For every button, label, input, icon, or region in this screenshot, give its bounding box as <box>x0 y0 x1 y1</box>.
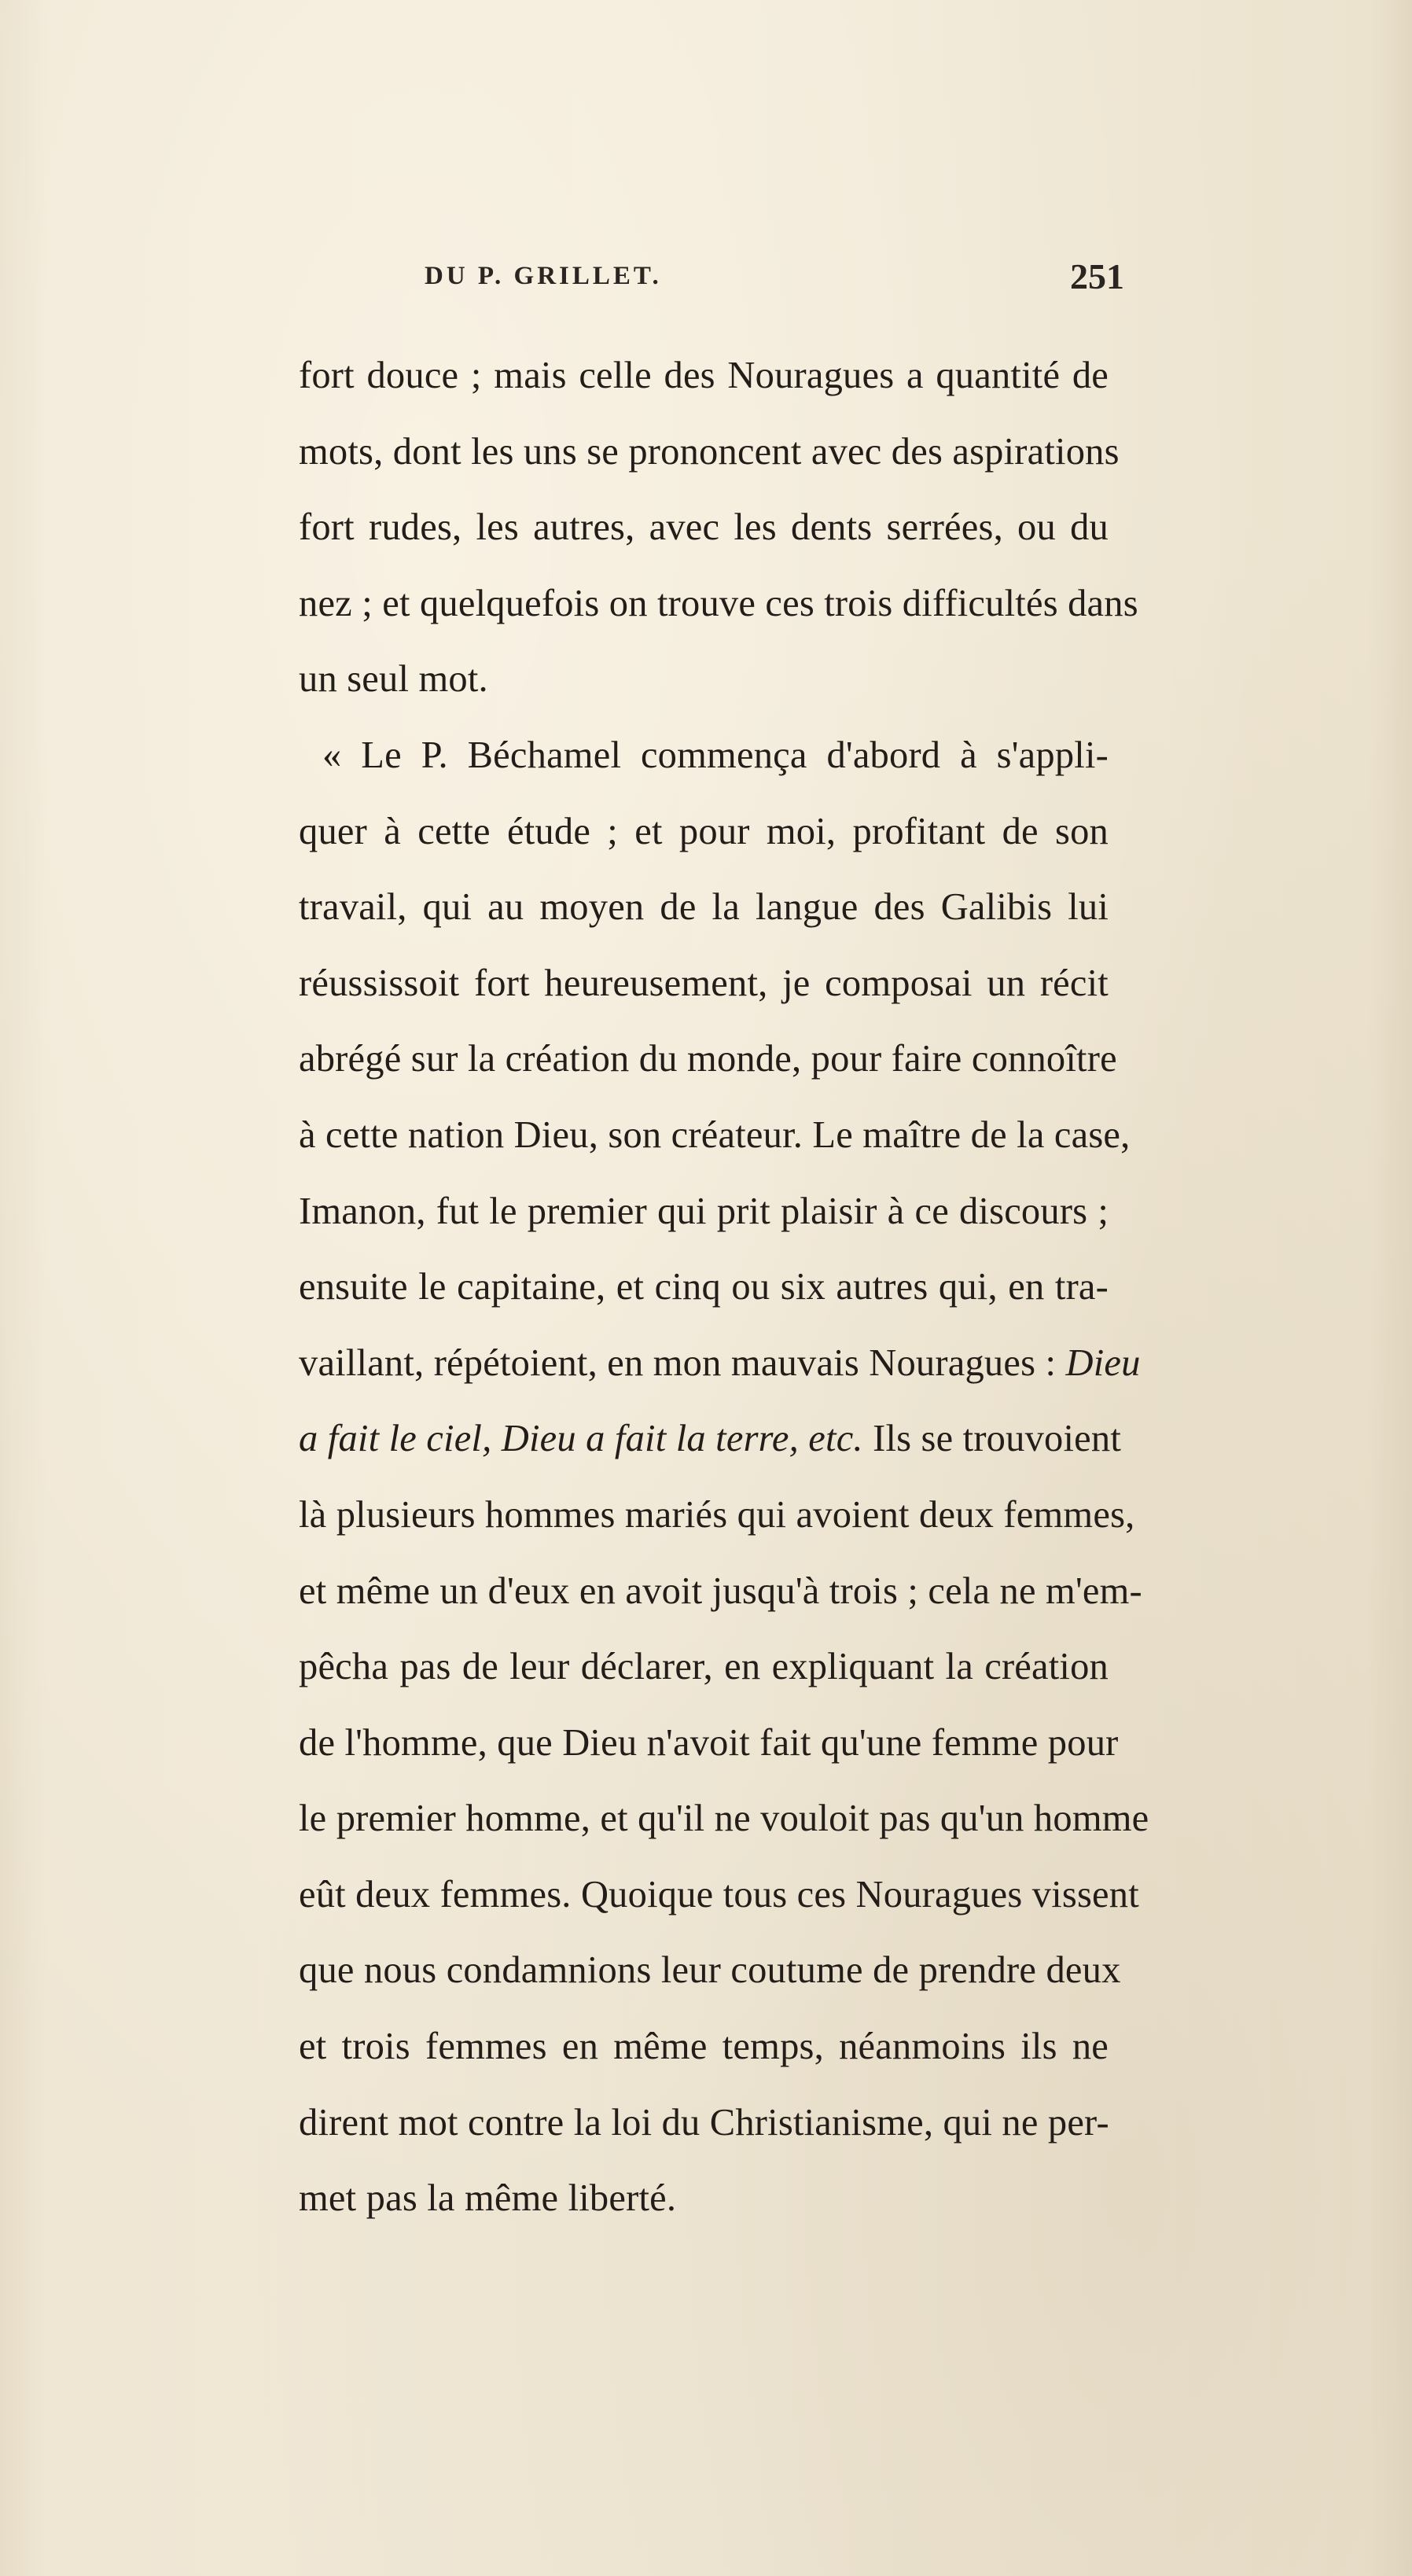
text-line: et trois femmes en même temps, néanmoins ils ne <box>299 2026 1109 2068</box>
text-line: travail, qui au moyen de la langue des Galibis lui <box>299 886 1109 929</box>
text-line <box>299 1401 1121 1478</box>
page-body <box>299 338 1149 2237</box>
italic-text: Dieu <box>1065 1341 1141 1384</box>
text-line: Imanon, fut le premier qui prit plaisir à ce discours ; <box>299 1190 1109 1232</box>
text-line: eût deux femmes. Quoique tous ces Nouragues vissent <box>299 1873 1139 1915</box>
text-segment: vaillant, répétoient, en mon mauvais Nouragues : <box>299 1341 1057 1384</box>
text-line: pêcha pas de leur déclarer, en expliquant la création <box>299 1646 1109 1688</box>
text-line: quer à cette étude ; et pour moi, profitant de son <box>299 810 1109 852</box>
text-line: met pas la même liberté. <box>299 2177 677 2220</box>
text-line: que nous condamnions leur coutume de prendre deux <box>299 1949 1121 1992</box>
text-line: et même un d'eux en avoit jusqu'à trois ; cela ne m'em- <box>299 1570 1142 1612</box>
text-line: là plusieurs hommes mariés qui avoient deux femmes, <box>299 1493 1135 1536</box>
text-line: à cette nation Dieu, son créateur. Le maître de la case, <box>299 1113 1131 1156</box>
text-line: dirent mot contre la loi du Christianisme, qui ne per- <box>299 2101 1109 2144</box>
page-number: 251 <box>1070 256 1124 296</box>
text-line: abrégé sur la création du monde, pour faire connoître <box>299 1038 1117 1080</box>
text-line: fort rudes, les autres, avec les dents serrées, ou du <box>299 506 1109 549</box>
text-line: fort douce ; mais celle des Nouragues a quantité de <box>299 355 1109 396</box>
running-title: DU P. GRILLET. <box>425 262 662 290</box>
text-line: un seul mot. <box>299 658 488 701</box>
text-line: de l'homme, que Dieu n'avoit fait qu'une femme pour <box>299 1721 1119 1764</box>
text-line: nez ; et quelquefois on trouve ces trois difficultés dans <box>299 582 1138 624</box>
text-line: réussissoit fort heureusement, je composai un récit <box>299 962 1109 1004</box>
text-line <box>299 1326 1141 1402</box>
page-header <box>299 256 1124 303</box>
text-segment: Ils se trouvoient <box>873 1418 1121 1460</box>
text-line: mots, dont les uns se prononcent avec des aspirations <box>299 430 1120 473</box>
text-line: ensuite le capitaine, et cinq ou six autres qui, en tra- <box>299 1266 1109 1308</box>
text-line: le premier homme, et qu'il ne vouloit pas qu'un homme <box>299 1798 1149 1840</box>
italic-text: a fait le ciel, Dieu a fait la terre, etc. <box>299 1418 863 1460</box>
text-line: « Le P. Béchamel commença d'abord à s'appli- <box>322 734 1109 776</box>
